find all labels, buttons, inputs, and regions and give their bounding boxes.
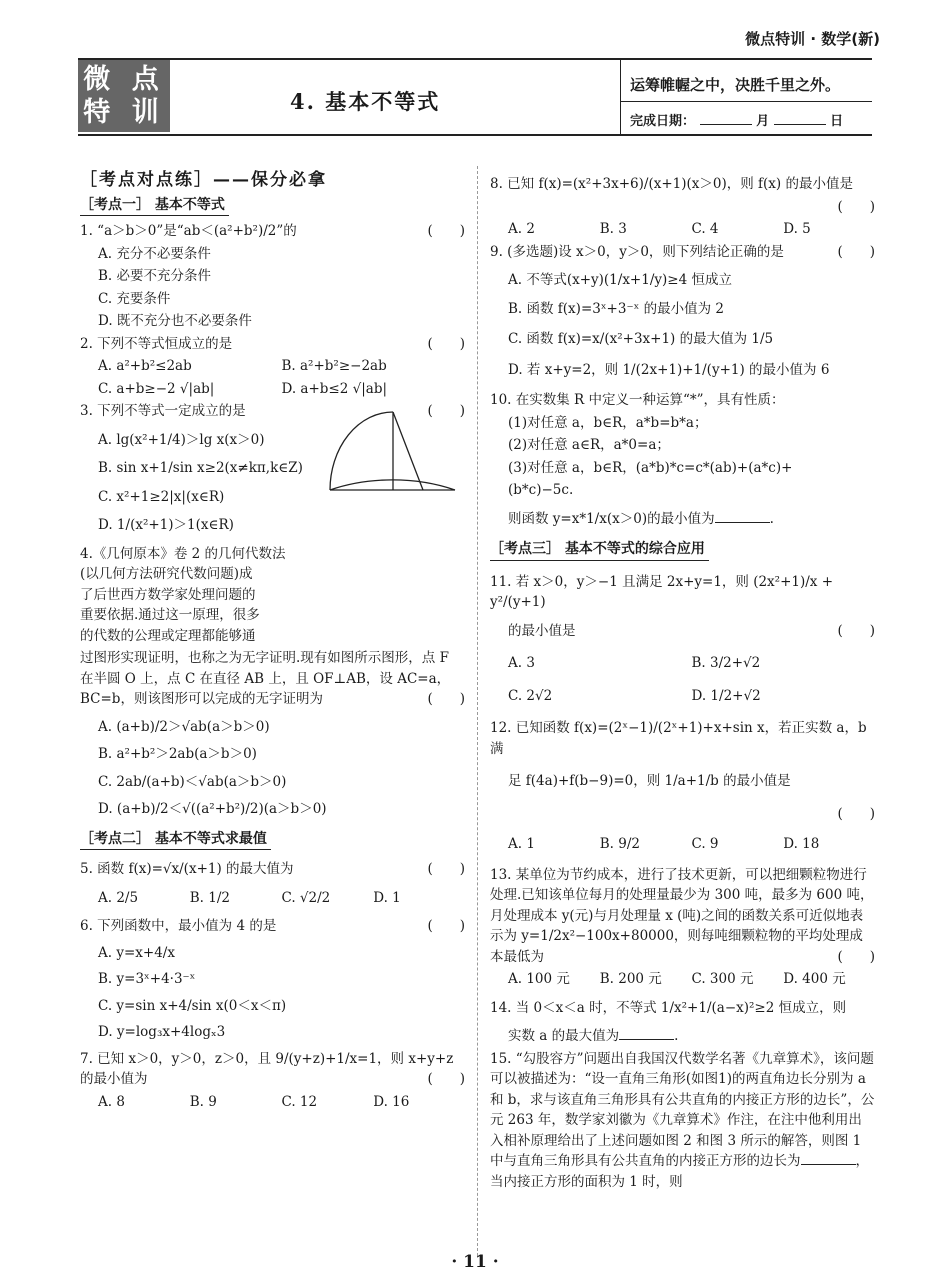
day-blank[interactable] xyxy=(774,114,826,125)
q10-property: (3)对任意 a，b∈R，(a*b)*c=c*(ab)+(a*c)+ xyxy=(508,459,793,476)
question-1: 1. “a＞b＞0”是“ab＜(a²+b²)/2”的 ( ) xyxy=(80,223,465,239)
day-label: 日 xyxy=(830,114,844,129)
q1-option: B. 必要不充分条件 xyxy=(98,268,212,284)
question-6: 6. 下列函数中，最小值为 4 的是 ( ) xyxy=(80,918,465,934)
question-15: 15. “勾股容方”问题出自我国汉代数学名著《九章算术》，该问题可以被描述为：“设一直角三角形(如图1)的两直角边长分别为 a 和 b，求与该直角三角形具有公共直角的内接正方形的边长”，公元 263 年，数学家刘徽为《九章算术》作注，在注中他利用出入相补原理给出了上述问题如图 2 和图 3 所示的解答，则图 1 中与直角三角形具有公共直角的内接正方形的边长为 ，当内接正方形的面积为 1 时，则 xyxy=(490,1050,875,1190)
page-number: · 11 · xyxy=(451,1252,499,1272)
q10-property: (1)对任意 a，b∈R，a*b=b*a； xyxy=(508,414,708,431)
header-top-rule xyxy=(78,58,872,60)
question-4-body: 过图形实现证明，也称之为无字证明.现有如图所示图形，点 F 在半圆 O 上，点 C 在直径 AB 上，且 OF⊥AB，设 AC=a，BC=b，则该图形可以完成的无字证明为 ( ) xyxy=(80,650,465,707)
section-title: ［考点对点练］——保分必拿 xyxy=(80,170,327,190)
motto: 运筹帷幄之中，决胜千里之外。 xyxy=(630,76,841,94)
series-logo xyxy=(78,60,170,132)
question-13: 13. 某单位为节约成本，进行了技术更新，可以把细颗粒物进行处理.已知该单位每月的处理量最少为 300 吨，最多为 600 吨，月处理成本 y(元)与月处理量 x (吨)之间的函数关系可近似地表示为 y=1/2x²−100x+80000，则每吨细颗粒物的平均处理成本最低为 ( ) xyxy=(490,866,875,965)
q1-option: A. 充分不必要条件 xyxy=(98,245,211,262)
q9-option: A. 不等式(x+y)(1/x+1/y)≥4 恒成立 xyxy=(508,272,732,288)
topic-1-heading: ［考点一］ 基本不等式 xyxy=(80,195,229,217)
question-12: 12. 已知函数 f(x)=(2ˣ−1)/(2ˣ+1)+x+sin x，若正实数 a，b 满 xyxy=(490,720,867,757)
semicircle-figure xyxy=(245,405,470,505)
month-blank[interactable] xyxy=(700,114,752,125)
segment-fc xyxy=(393,412,423,490)
question-4-wrapped: 4.《几何原本》卷 2 的几何代数法 (以几何方法研究代数问题)成 了后世西方数学家处理问题的 重要依据.通过这一原理，很多 的代数的公理或定理都能够通 xyxy=(80,545,286,644)
question-2: 2. 下列不等式恒成立的是 ( ) xyxy=(80,335,465,352)
question-14: 14. 当 0＜x＜a 时，不等式 1/x²+1/(a−x)²≥2 恒成立，则 xyxy=(490,999,847,1016)
q11-options-row: A. 3 B. 3/2+√2 xyxy=(508,655,761,671)
q12-paren: ( ) xyxy=(837,805,875,822)
q10-property: (2)对任意 a∈R，a*0=a； xyxy=(508,437,670,453)
q6-option: D. y=log₃x+4logₓ3 xyxy=(98,1024,226,1040)
q3-option: B. sin x+1/sin x≥2(x≠kπ,k∈Z) xyxy=(98,460,303,476)
q4-option: A. (a+b)/2＞√ab(a＞b＞0) xyxy=(98,718,270,735)
q2-options-row: A. a²+b²≤2ab B. a²+b²≥−2ab xyxy=(98,358,387,374)
question-12-tail: 足 f(4a)+f(b−9)=0，则 1/a+1/b 的最小值是 xyxy=(508,773,791,789)
q3-option: A. lg(x²+1/4)＞lg x(x＞0) xyxy=(98,431,265,448)
question-8: 8. 已知 f(x)=(x²+3x+6)/(x+1)(x＞0)，则 f(x) 的最小值是 xyxy=(490,176,853,192)
question-3: 3. 下列不等式一定成立的是 ( ) xyxy=(80,403,465,419)
q2-options-row: C. a+b≥−2 √|ab| D. a+b≤2 √|ab| xyxy=(98,380,388,397)
left-column xyxy=(80,166,465,1114)
q14-answer-blank[interactable] xyxy=(619,1027,674,1040)
header-divider xyxy=(620,60,621,134)
logo-line-1: 微 点 xyxy=(83,64,165,95)
q6-option: C. y=sin x+4/sin x(0＜x＜π) xyxy=(98,997,287,1014)
q6-option: B. y=3ˣ+4·3⁻ˣ xyxy=(98,971,196,987)
q4-option: D. (a+b)/2＜√((a²+b²)/2)(a＞b＞0) xyxy=(98,801,327,817)
q11-options-row: C. 2√2 D. 1/2+√2 xyxy=(508,687,761,704)
q9-option: B. 函数 f(x)=3ˣ+3⁻ˣ 的最小值为 2 xyxy=(508,300,724,317)
question-11: 11. 若 x＞0，y＞−1 且满足 2x+y=1，则 (2x²+1)/x + y²/(y+1) xyxy=(490,573,834,610)
motto-rule xyxy=(620,101,872,102)
q8-paren: ( ) xyxy=(837,198,875,215)
logo-line-2: 特 训 xyxy=(83,97,165,128)
question-11-tail: 的最小值是 ( ) xyxy=(508,622,875,639)
date-label: 完成日期： xyxy=(630,114,696,129)
q8-options-row: A. 2 B. 3 C. 4 D. 5 xyxy=(508,221,811,237)
q10-question: 则函数 y=x*1/x(x＞0)的最小值为 . xyxy=(508,510,774,527)
question-5: 5. 函数 f(x)=√x/(x+1) 的最大值为 ( ) xyxy=(80,861,465,877)
right-column xyxy=(490,166,875,1194)
q1-option: C. 充要条件 xyxy=(98,290,171,307)
column-divider xyxy=(477,166,478,1256)
q15-answer-blank[interactable] xyxy=(801,1152,856,1165)
month-label: 月 xyxy=(756,114,770,129)
topic-2-heading: ［考点二］ 基本不等式求最值 xyxy=(80,829,271,851)
q5-options-row: A. 2/5 B. 1/2 C. √2/2 D. 1 xyxy=(98,889,401,906)
q4-option: B. a²+b²＞2ab(a＞b＞0) xyxy=(98,746,257,762)
q10-property: (b*c)−5c. xyxy=(508,482,574,498)
q12-options-row: A. 1 B. 9/2 C. 9 D. 18 xyxy=(508,836,820,852)
q4-option: C. 2ab/(a+b)＜√ab(a＞b＞0) xyxy=(98,773,287,790)
question-7: 7. 已知 x＞0，y＞0，z＞0，且 9/(y+z)+1/x=1，则 x+y+z 的最小值为 ( ) xyxy=(80,1050,465,1087)
q1-option: D. 既不充分也不必要条件 xyxy=(98,313,252,329)
q9-option: D. 若 x+y=2，则 1/(2x+1)+1/(y+1) 的最小值为 6 xyxy=(508,361,830,378)
question-9: 9. (多选题)设 x＞0，y＞0，则下列结论正确的是 ( ) xyxy=(490,243,875,260)
q6-option: A. y=x+4/x xyxy=(98,944,175,961)
question-10: 10. 在实数集 R 中定义一种运算“*”，具有性质： xyxy=(490,392,785,408)
running-header: 微点特训 · 数学(新) xyxy=(745,30,880,48)
q3-option: D. 1/(x²+1)＞1(x∈R) xyxy=(98,517,234,533)
q13-options-row: A. 100 元 B. 200 元 C. 300 元 D. 400 元 xyxy=(508,971,846,987)
semicircle-arc-left xyxy=(330,412,393,490)
header-bottom-rule xyxy=(78,134,872,136)
q3-option: C. x²+1≥2|x|(x∈R) xyxy=(98,488,225,505)
completion-date xyxy=(630,110,843,129)
q9-option: C. 函数 f(x)=x/(x²+3x+1) 的最大值为 1/5 xyxy=(508,331,774,347)
q10-answer-blank[interactable] xyxy=(715,510,770,523)
topic-3-heading: ［考点三］ 基本不等式的综合应用 xyxy=(490,539,709,561)
q7-options-row: A. 8 B. 9 C. 12 D. 16 xyxy=(98,1093,410,1110)
chapter-title: 4. 基本不等式 xyxy=(290,89,441,114)
question-14-tail: 实数 a 的最大值为 . xyxy=(508,1028,679,1044)
